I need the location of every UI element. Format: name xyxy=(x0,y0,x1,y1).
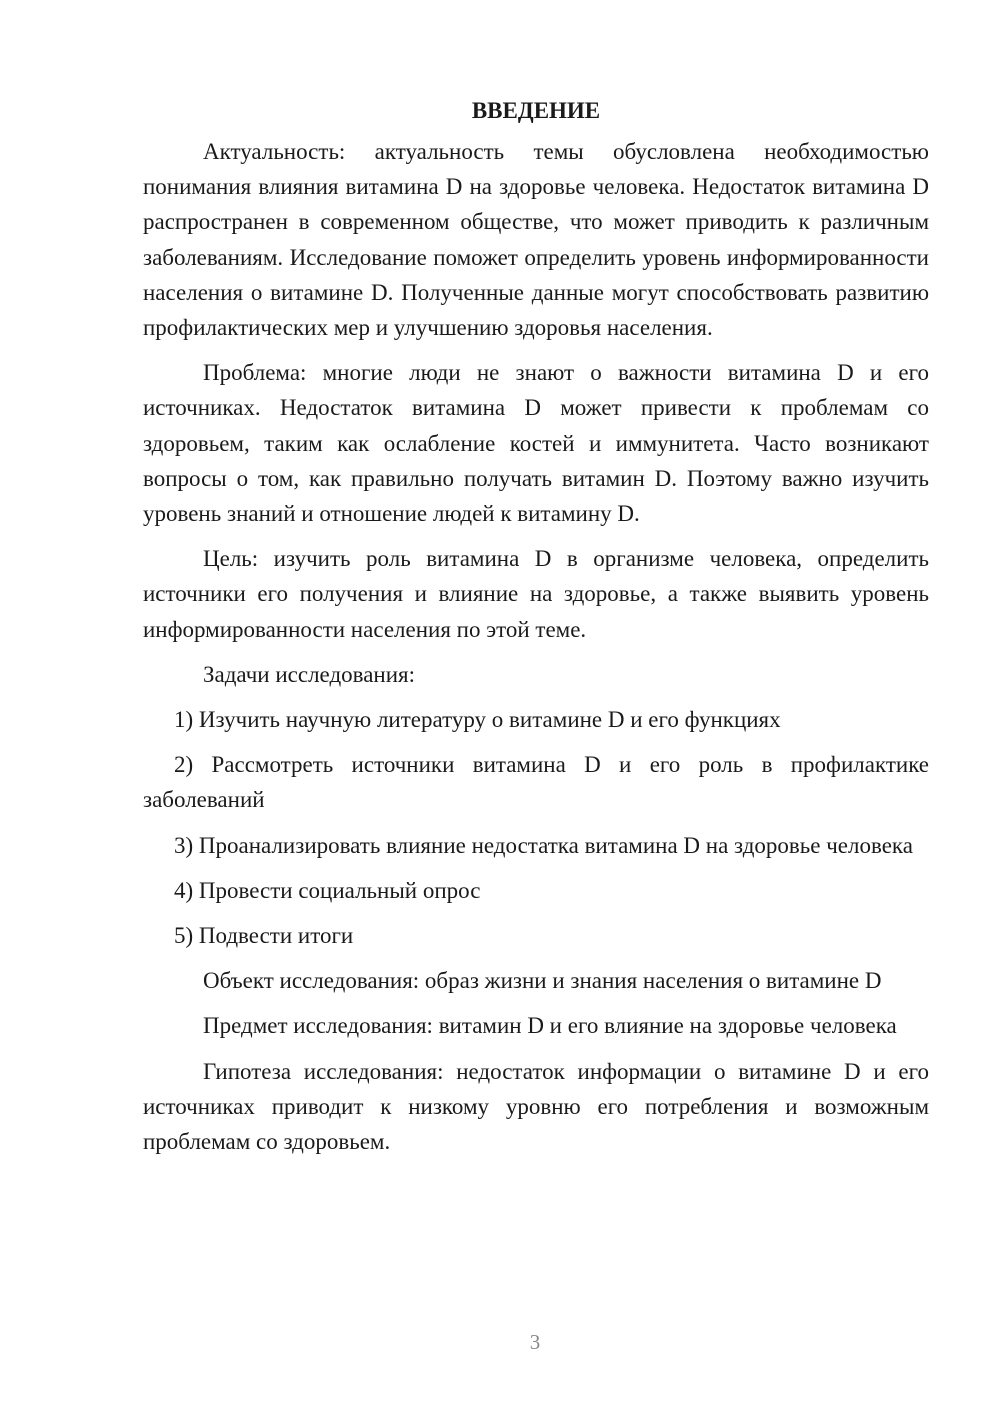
task-item-2: 2) Рассмотреть источники витамина D и его роль в профилактике заболеваний xyxy=(143,752,929,813)
task-item-5: 5) Подвести итоги xyxy=(174,923,354,949)
object-paragraph: Объект исследования: образ жизни и знания населения о витамине D xyxy=(203,968,882,994)
page-number: 3 xyxy=(529,1330,541,1354)
task-item-1: 1) Изучить научную литературу о витамине D и его функциях xyxy=(174,707,781,733)
problem-paragraph: Проблема: многие люди не знают о важности витамина D и его источниках. Недостаток витамина D может привести к проблемам со здоровьем, таким как ослабление костей и иммунитета. Часто возникают вопросы о том, как правильно получать витамин D. Поэтому важно изучить уровень знаний и отношение людей к витамину D. xyxy=(143,360,929,527)
tasks-label: Задачи исследования: xyxy=(203,661,416,687)
document-page xyxy=(143,93,929,1169)
task-item-3: 3) Проанализировать влияние недостатка витамина D на здоровье человека xyxy=(174,832,913,858)
hypothesis-paragraph: Гипотеза исследования: недостаток информации о витамине D и его источниках приводит к низкому уровню его потребления и возможным проблемам со здоровьем. xyxy=(143,1058,929,1155)
relevance-paragraph: Актуальность: актуальность темы обусловлена необходимостью понимания влияния витамина D на здоровье человека. Недостаток витамина D распространен в современном обществе, что может приводить к различным заболеваниям. Исследование поможет определить уровень информированности населения о витамине D. Полученные данные могут способствовать развитию профилактических мер и улучшению здоровья населения. xyxy=(143,139,929,341)
subject-paragraph: Предмет исследования: витамин D и его влияние на здоровье человека xyxy=(203,1013,897,1039)
task-item-4: 4) Провести социальный опрос xyxy=(174,877,481,903)
goal-paragraph: Цель: изучить роль витамина D в организме человека, определить источники его получения и влияние на здоровье, а также выявить уровень информированности населения по этой теме. xyxy=(143,546,929,642)
section-heading: ВВЕДЕНИЕ xyxy=(471,98,601,123)
